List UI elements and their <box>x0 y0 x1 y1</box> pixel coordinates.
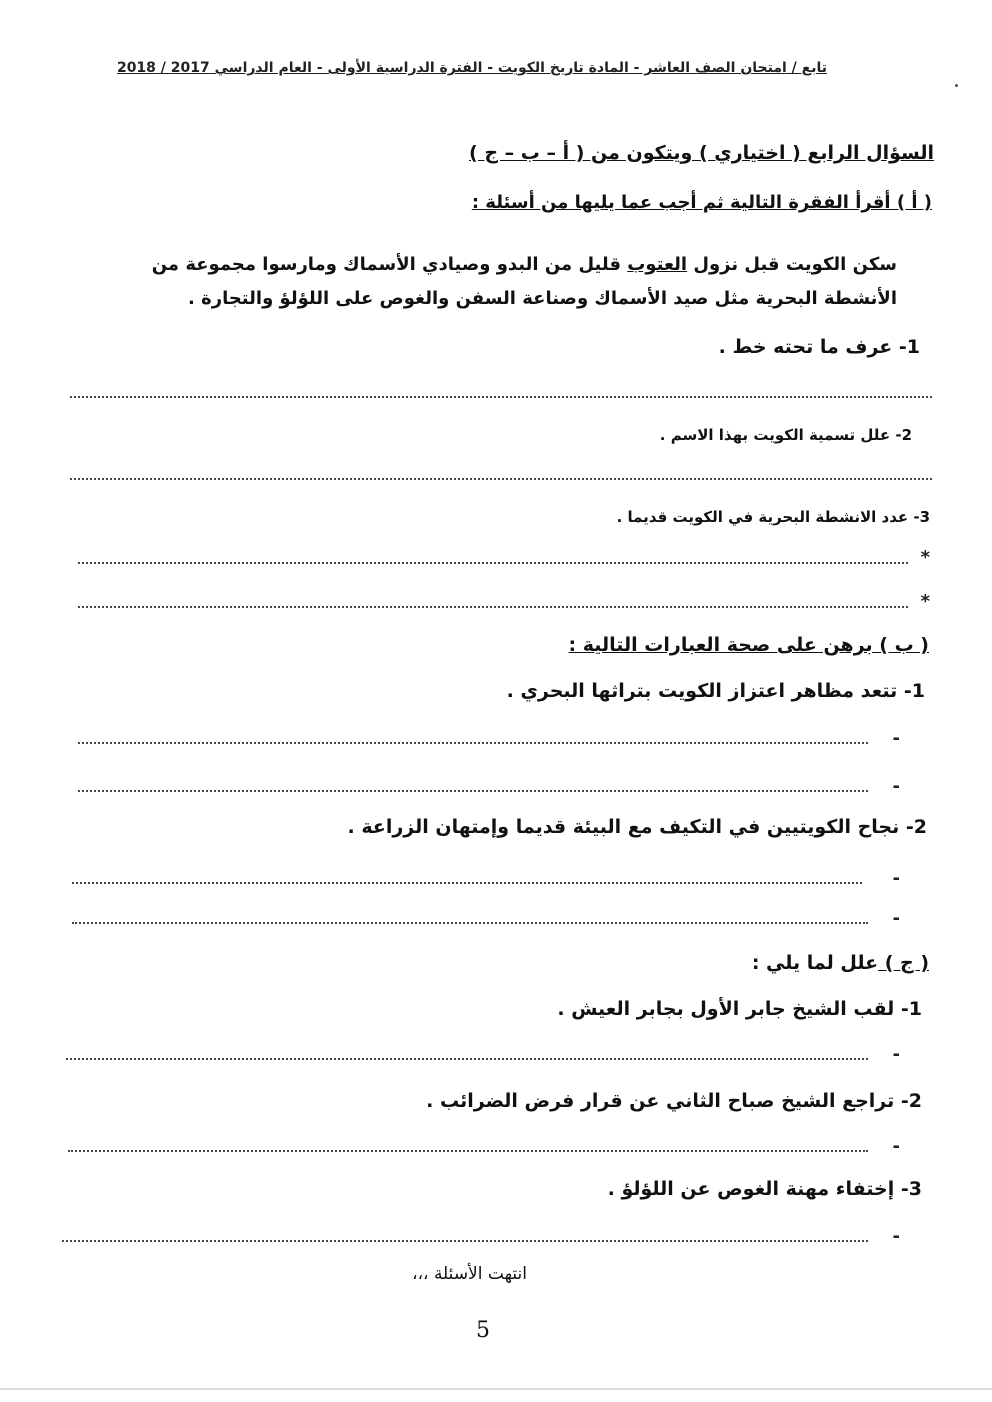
dash-marker: - <box>892 868 900 889</box>
dash-marker: - <box>892 728 900 749</box>
section-a-question-3: 3- عدد الانشطة البحرية في الكويت قديما . <box>616 508 930 526</box>
bullet-marker: * <box>920 547 930 568</box>
reading-passage: سكن الكويت قبل نزول العتوب قليل من البدو وصيادي الأسماك ومارسوا مجموعة من الأنشطة البحرية مثل صيد الأسماك وصناعة السفن والغوص على اللؤلؤ والتجارة . <box>151 254 897 309</box>
dash-marker: - <box>892 1136 900 1157</box>
section-a-question-1: 1- عرف ما تحته خط . <box>718 336 920 358</box>
answer-line[interactable] <box>72 882 862 884</box>
section-c-question-2: 2- تراجع الشيخ صباح الثاني عن قرار فرض الضرائب . <box>426 1090 922 1112</box>
page-number: 5 <box>476 1318 490 1343</box>
exam-header: تابع / امتحان الصف العاشر - المادة تاريخ الكويت - الفترة الدراسية الأولى - العام الدراسي 2017 / 2018 <box>116 60 827 76</box>
answer-line[interactable] <box>66 1058 868 1060</box>
dash-marker: - <box>892 908 900 929</box>
section-c-title: ( ج ) علل لما يلي : <box>751 952 929 974</box>
section-c-question-3: 3- إختفاء مهنة الغوص عن اللؤلؤ . <box>607 1178 922 1200</box>
section-c-question-1: 1- لقب الشيخ جابر الأول بجابر العيش . <box>557 998 922 1020</box>
answer-line[interactable] <box>78 606 908 608</box>
end-of-questions: انتهت الأسئلة ،،، <box>412 1264 527 1284</box>
answer-line[interactable] <box>68 1150 868 1152</box>
answer-line[interactable] <box>78 742 868 744</box>
dash-marker: - <box>892 776 900 797</box>
answer-line[interactable] <box>70 396 932 398</box>
bullet-marker: * <box>920 591 930 612</box>
section-a-question-2: 2- علل تسمية الكويت بهذا الاسم . <box>659 426 912 444</box>
question-four-title: السؤال الرابع ( اختياري ) ويتكون من ( أ – ب – ج ) <box>469 142 934 164</box>
answer-line[interactable] <box>62 1240 868 1242</box>
scan-speck <box>955 84 958 87</box>
section-b-question-2: 2- نجاح الكويتيين في التكيف مع البيئة قديما وإمتهان الزراعة . <box>347 816 927 838</box>
section-b-title: ( ب ) برهن على صحة العبارات التالية : <box>568 634 929 656</box>
section-b-question-1: 1- تتعد مظاهر اعتزاز الكويت بتراثها البحري . <box>506 680 925 702</box>
section-a-title: ( أ ) أقرأ الفقرة التالية ثم أجب عما يليها من أسئلة : <box>471 192 932 213</box>
underlined-term: العتوب <box>627 254 688 275</box>
answer-line[interactable] <box>78 790 868 792</box>
answer-line[interactable] <box>72 922 868 924</box>
dash-marker: - <box>892 1044 900 1065</box>
dash-marker: - <box>892 1226 900 1247</box>
answer-line[interactable] <box>70 478 932 480</box>
scan-edge <box>0 1388 992 1390</box>
answer-line[interactable] <box>78 562 908 564</box>
